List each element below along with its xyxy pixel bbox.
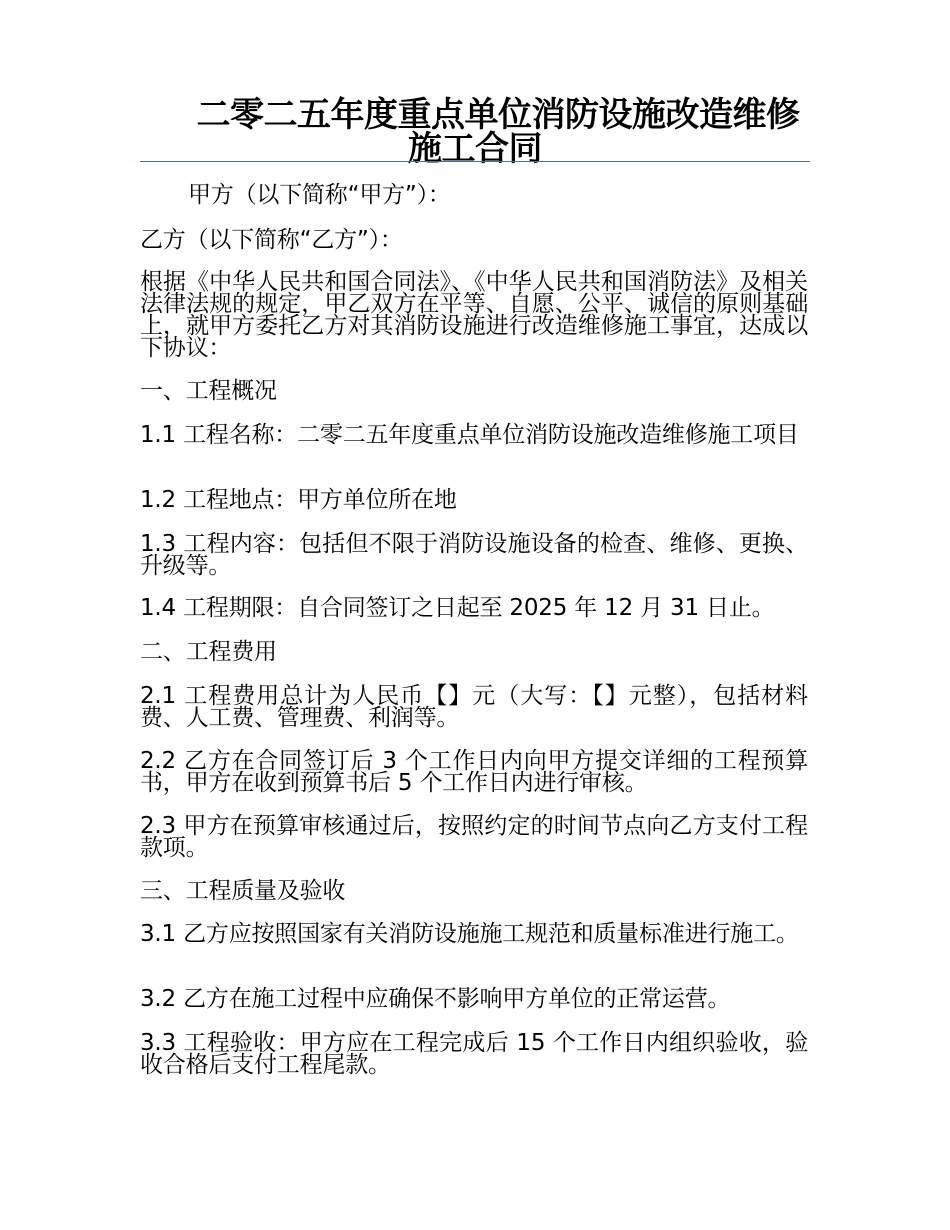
clause-1-2: 1.2 工程地点：甲方单位所在地 — [140, 487, 457, 513]
contract-title: 二零二五年度重点单位消防设施改造维修施工合同 — [196, 95, 800, 169]
clause-3-3: 3.3 工程验收：甲方应在工程完成后 15 个工作日内组织验收，验收合格后支付工程尾款。 — [140, 1030, 808, 1078]
party-a-line: 甲方（以下简称“甲方”）： — [188, 182, 451, 208]
clause-3-1: 3.1 乙方应按照国家有关消防设施施工规范和质量标准进行施工。 — [140, 921, 799, 947]
section-heading-3: 三、工程质量及验收 — [140, 878, 346, 904]
party-b-line: 乙方（以下简称“乙方”）： — [140, 227, 403, 253]
clause-3-2: 3.2 乙方在施工过程中应确保不影响甲方单位的正常运营。 — [140, 986, 731, 1012]
clause-2-1: 2.1 工程费用总计为人民币【】元（大写：【】元整），包括材料费、人工费、管理费、利润等。 — [140, 683, 808, 731]
clause-1-1: 1.1 工程名称：二零二五年度重点单位消防设施改造维修施工项目 — [140, 422, 799, 448]
title-underline — [140, 161, 810, 162]
clause-2-2: 2.2 乙方在合同签订后 3 个工作日内向甲方提交详细的工程预算书，甲方在收到预算书后 5 个工作日内进行审核。 — [140, 748, 808, 796]
section-heading-1: 一、工程概况 — [140, 378, 277, 404]
preamble-paragraph: 根据《中华人民共和国合同法》、《中华人民共和国消防法》及相关法律法规的规定，甲乙双方在平等、自愿、公平、诚信的原则基础上，就甲方委托乙方对其消防设施进行改造维修施工事宜，达成以下协议： — [140, 269, 808, 361]
section-heading-2: 二、工程费用 — [140, 639, 277, 665]
clause-2-3: 2.3 甲方在预算审核通过后，按照约定的时间节点向乙方支付工程款项。 — [140, 813, 808, 861]
clause-1-4: 1.4 工程期限：自合同签订之日起至 2025 年 12 月 31 日止。 — [140, 595, 775, 621]
clause-1-3: 1.3 工程内容：包括但不限于消防设施设备的检查、维修、更换、升级等。 — [140, 531, 808, 579]
